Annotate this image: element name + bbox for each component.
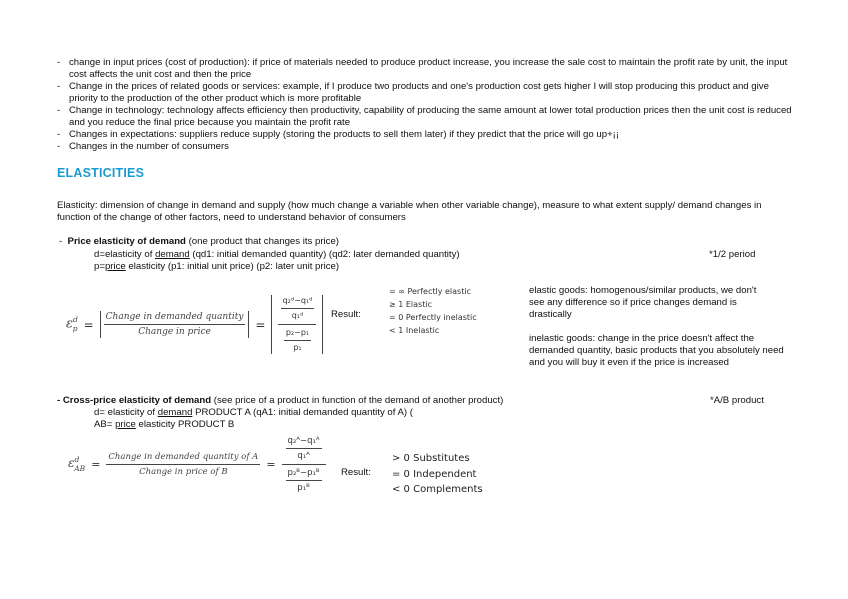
cross-result-label: Result: (341, 467, 371, 478)
price-elasticity-subtitle: (one product that changes its price) (185, 236, 339, 247)
cross-def-line2 (94, 419, 234, 431)
price-denominator: p₁ᴮ (297, 483, 310, 493)
cross-result-list (392, 451, 483, 498)
top-bullet-list (57, 57, 797, 153)
cross-elasticity-heading: - Cross-price elasticity of demand (57, 395, 212, 406)
inelastic-goods-note: inelastic goods: change in the price doesn't affect the demanded quantity, basic products that you absolutely need and you will buy it even if the price is increased (529, 333, 784, 368)
quantity-numerator: q₂ᴬ−q₁ᴬ (286, 435, 322, 449)
list-item: - Changes in expectations: suppliers reduce supply (storing the products to sell them later) if they predict that the price will go up+¡¡ (57, 129, 797, 141)
price-numerator: p₂ᴮ−p₁ᴮ (286, 467, 322, 481)
price-note: *1/2 period (709, 249, 756, 260)
list-item: - change in input prices (cost of production): if price of materials needed to produce product increase, you increase the sale cost to maintain the profit rate by unit, the input cost affects the unit cost and then the price (57, 57, 797, 81)
fraction-denominator: Change in price of B (139, 467, 228, 477)
result-item: = 0 Perfectly inelastic (389, 313, 477, 322)
superscript: d (74, 455, 80, 465)
price-result-list (389, 285, 477, 337)
fraction-numerator: Change in demanded quantity of A (106, 451, 260, 465)
price-denominator: p₁ (293, 343, 302, 352)
text: d=elasticity of (94, 249, 156, 260)
cross-elasticity-formula: $\varepsilon^d_{AB}$ = $\frac{\text{Change in demanded quantity of A}}{\text{Change in price of B}}$ = $\frac{\text{q₂ᴬ−q₁ᴬ}}{\text{q₁ᴬ}}$ $\frac{\text{p₂ᴮ−p₁ᴮ}}{\text{p₁ᴮ}}$ (68, 435, 326, 494)
price-numerator: p₂−p₁ (284, 327, 311, 341)
text: d= elasticity of (94, 407, 158, 418)
elasticity-intro: Elasticity: dimension of change in demand and supply (how much change a variable when other variable change), measure to what extent supply/ demand changes in function of the change of other factors, need to understand behavior of consumers (57, 200, 762, 223)
quantity-denominator: q₁ᴬ (297, 451, 310, 461)
price-elasticity-formula: $\varepsilon^d_p$ = $\frac{\text{Change in demanded quantity}}{\text{Change in price}}$ = $\frac{\text{q₂ᵈ−q₁ᵈ}}{\text{q₁ᵈ}}$ $\frac{\text{p₂−p₁}}{\text{p₁}}$ (66, 295, 323, 354)
cross-elasticity-title (57, 395, 697, 407)
abs-fraction (100, 311, 250, 338)
underlined-term: demand (155, 249, 190, 260)
underlined-term: demand (157, 407, 193, 418)
text: p= (94, 261, 105, 272)
superscript: d (72, 315, 78, 325)
subscript: p (72, 323, 78, 333)
price-def-line2 (94, 261, 339, 273)
text: PRODUCT A (qA1: initial demanded quantity of A) ( (192, 407, 413, 418)
cross-def-line1 (94, 407, 413, 419)
result-item: ≥ 1 Elastic (389, 300, 432, 309)
text: (qd1: initial demanded quantity) (qd2: later demanded quantity) (189, 249, 460, 260)
result-item: < 0 Complements (392, 484, 483, 495)
subscript: AB (74, 463, 86, 473)
price-elasticity-heading: Price elasticity of demand (67, 236, 186, 247)
result-item: = ∞ Perfectly elastic (389, 287, 471, 296)
symbol: ε (68, 456, 75, 471)
underlined-term: price (104, 261, 126, 272)
epsilon-symbol (66, 314, 78, 335)
dash: - (59, 236, 63, 247)
list-item: - Change in technology: technology affects efficiency then productivity, capability of producing the same amount at lower total production prices then the unit cost is reduced and you reduce the final price because you maintain the profit rate (57, 105, 797, 129)
price-result-label: Result: (331, 309, 361, 320)
underlined-term: price (115, 419, 136, 430)
result-item: < 1 Inelastic (389, 326, 440, 335)
quantity-numerator: q₂ᵈ−q₁ᵈ (281, 295, 315, 309)
text: elasticity (p1: initial unit price) (p2: later unit price) (125, 261, 340, 272)
symbol: ε (66, 316, 73, 332)
elastic-goods-note: elastic goods: homogenous/similar products, we don't see any difference so if price changes demand is drastically (529, 285, 757, 320)
ratio-fraction (282, 435, 326, 494)
section-heading: ELASTICITIES (57, 166, 145, 180)
quantity-denominator: q₁ᵈ (291, 311, 304, 320)
text: elasticity PRODUCT B (135, 419, 235, 430)
list-item: - Change in the prices of related goods or services: example, if I produce two products and one's production cost gets higher I will stop producing this product and give priority to the production of the other product which is more profitable (57, 81, 797, 105)
fraction-denominator: Change in price (138, 327, 211, 337)
abs-ratio-fraction (271, 295, 323, 354)
fraction-numerator: Change in demanded quantity (104, 311, 246, 325)
text-fraction (106, 451, 260, 478)
text: AB= (94, 419, 116, 430)
list-item: - Changes in the number of consumers (57, 141, 797, 153)
result-item: = 0 Independent (392, 468, 477, 480)
price-elasticity-title (59, 236, 779, 248)
result-item: > 0 Substitutes (392, 453, 470, 464)
cross-elasticity-subtitle: (see price of a product in function of the demand of another product) (211, 395, 504, 406)
cross-note: *A/B product (710, 395, 764, 406)
price-def-line1 (94, 249, 460, 261)
epsilon-symbol (68, 454, 85, 474)
